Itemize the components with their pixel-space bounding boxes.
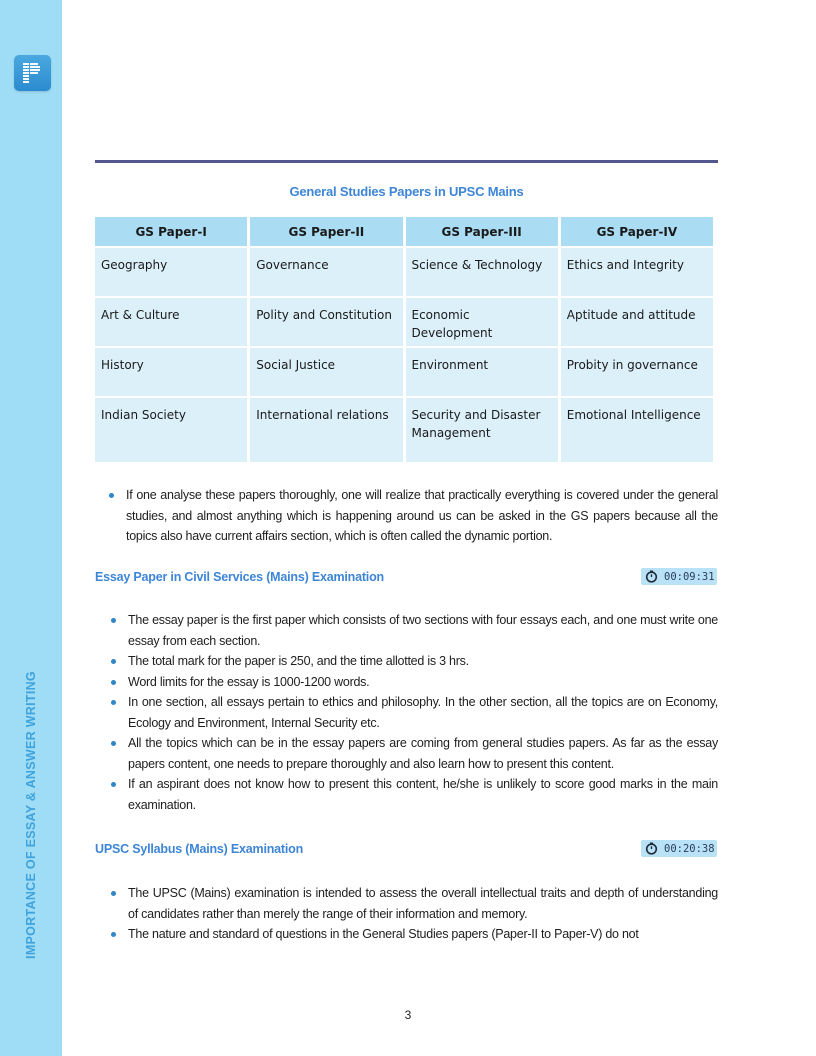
list-item: The total mark for the paper is 250, and the time allotted is 3 hrs. (108, 651, 718, 672)
video-timestamp-badge[interactable] (641, 568, 717, 585)
brand-logo (14, 55, 51, 91)
list-item: In one section, all essays pertain to ethics and philosophy. In the other section, all the topics are on Economy, Ecology and Environment, Internal Security etc. (108, 692, 718, 733)
list-item: Word limits for the essay is 1000-1200 words. (108, 672, 718, 693)
header-divider (95, 160, 718, 163)
list-item: The nature and standard of questions in the General Studies papers (Paper-II to Paper-V) do not (108, 924, 718, 945)
timestamp-text: 00:09:31 (664, 570, 715, 583)
list-item: If an aspirant does not know how to present this content, he/she is unlikely to score good marks in the main examination. (108, 774, 718, 815)
gs-papers-table (92, 215, 716, 464)
table-cell: Science & Technology (406, 248, 558, 296)
table-row (95, 248, 713, 296)
table-cell: Security and Disaster Management (406, 398, 558, 462)
column-header: GS Paper-II (250, 217, 402, 246)
table-cell: Geography (95, 248, 247, 296)
list-item: If one analyse these papers thoroughly, one will realize that practically everything is covered under the general studies, and almost anything which is happening around us can be asked in the GS papers because all the topics also have current affairs section, which is often called the dynamic portion. (106, 485, 718, 547)
list-item: The essay paper is the first paper which consists of two sections with four essays each, and one must write one essay from each section. (108, 610, 718, 651)
table-cell: Indian Society (95, 398, 247, 462)
table-cell: Social Justice (250, 348, 402, 396)
table-cell: Economic Development (406, 298, 558, 346)
logo-p-icon (14, 55, 51, 91)
vertical-book-title: IMPORTANCE OF ESSAY & ANSWER WRITING (24, 671, 38, 959)
table-row (95, 298, 713, 346)
table-cell: Aptitude and attitude (561, 298, 713, 346)
sidebar-band (0, 0, 62, 1056)
table-row (95, 398, 713, 462)
timestamp-text: 00:20:38 (664, 842, 715, 855)
table-caption: General Studies Papers in UPSC Mains (289, 184, 524, 199)
column-header: GS Paper-IV (561, 217, 713, 246)
column-header: GS Paper-III (406, 217, 558, 246)
essay-bullet-list (108, 610, 718, 815)
intro-bullet-list (106, 485, 718, 547)
syllabus-bullet-list (108, 883, 718, 945)
table-cell: Governance (250, 248, 402, 296)
table-row (95, 348, 713, 396)
table-cell: International relations (250, 398, 402, 462)
table-cell: Ethics and Integrity (561, 248, 713, 296)
table-cell: Polity and Constitution (250, 298, 402, 346)
column-header: GS Paper-I (95, 217, 247, 246)
table-cell: Probity in governance (561, 348, 713, 396)
table-cell: Emotional Intelligence (561, 398, 713, 462)
table-cell: Art & Culture (95, 298, 247, 346)
table-cell: Environment (406, 348, 558, 396)
table-cell: History (95, 348, 247, 396)
list-item: The UPSC (Mains) examination is intended to assess the overall intellectual traits and depth of understanding of candidates rather than merely the range of their information and memory. (108, 883, 718, 924)
video-timestamp-badge[interactable] (641, 840, 717, 857)
section-heading-syllabus: UPSC Syllabus (Mains) Examination (95, 842, 304, 856)
stopwatch-icon (645, 570, 658, 583)
list-item: All the topics which can be in the essay papers are coming from general studies papers. As far as the essay papers content, one needs to prepare thoroughly and also learn how to present this content. (108, 733, 718, 774)
table-header-row (95, 217, 713, 246)
stopwatch-icon (645, 842, 658, 855)
page-number: 3 (404, 1008, 412, 1022)
section-heading-essay-paper: Essay Paper in Civil Services (Mains) Examination (95, 570, 384, 584)
